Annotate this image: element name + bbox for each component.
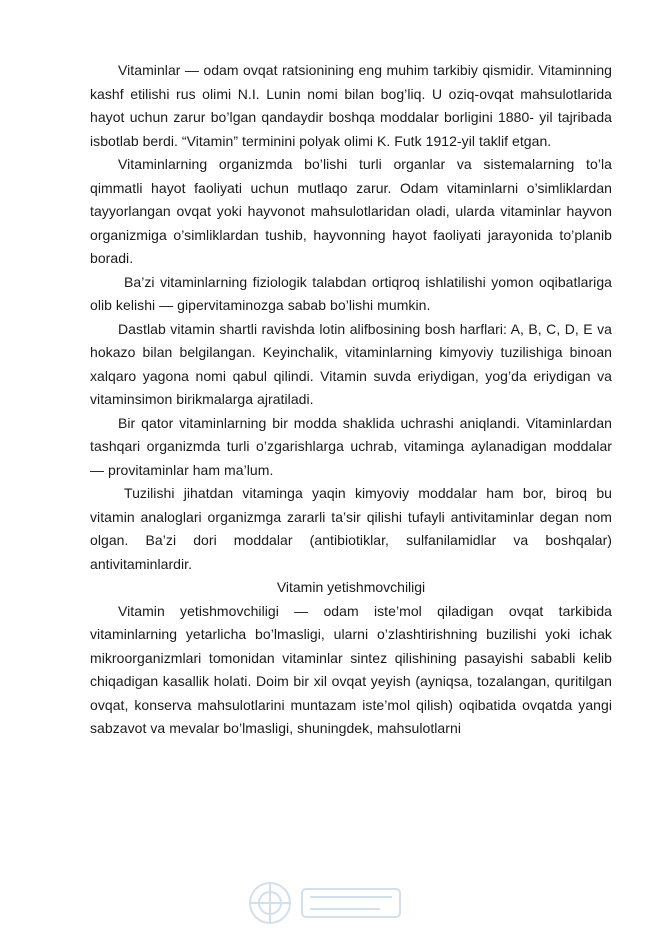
paragraph-1-text: — odam ovqat ratsionining eng muhim tarkibiy qismidir. Vitaminning kashf etilishi rus olimi N.I. Lunin nomi bilan bog’liq. U oziq-ovqat mahsulotlarida hayot uchun zarur bo’lgan qandaydir boshqa moddalar borligini 1880- yil tajribada isbotlab berdi. “Vitamin” terminini polyak olimi K. Futk 1912-yil taklif etgan. (90, 62, 612, 149)
document-body (90, 59, 612, 741)
paragraph-1 (90, 59, 612, 153)
paragraph-3: Ba’zi vitaminlarning fiziologik talabdan ortiqroq ishlatilishi yomon oqibatlariga olib kelishi — gipervitaminozga sabab bo’lishi mumkin. (90, 273, 612, 313)
paragraph-4: Dastlab vitamin shartli ravishda lotin alifbosining bosh harflari: A, B, C, D, E va hokazo bilan belgilangan. Keyinchalik, vitaminlarning kimyoviy tuzilishiga binoan xalqaro yagona nomi qabul qilindi. Vitamin suvda eriydigan, yog’da eriydigan va vitaminsimon birikmalarga ajratiladi. (90, 320, 612, 407)
lead-term: Vitaminlar (118, 62, 181, 78)
paragraph-5: Bir qator vitaminlarning bir modda shaklida uchrashi aniqlandi. Vitaminlardan tashqari organizmda turli o’zgarishlarga uchrab, vitaminga aylanadigan moddalar — provitaminlar ham ma’lum. (90, 414, 612, 478)
section-heading: Vitamin yetishmovchiligi (276, 579, 426, 595)
paragraph-6: Tuzilishi jihatdan vitaminga yaqin kimyoviy moddalar ham bor, biroq bu vitamin analoglari organizmga zararli ta’sir qilishi tufayli antivitaminlar degan nom olgan. Ba’zi dori moddalar (antibiotiklar, sulfanilamidlar va boshqalar) antivitaminlardir. (90, 485, 612, 572)
paragraph-2: Vitaminlarning organizmda bo’lishi turli organlar va sistemalarning to’la qimmatli hayot faoliyati uchun mutlaqo zarur. Odam vitaminlarni o’simliklardan tayyorlangan ovqat yoki hayvonot mahsulotlaridan oladi, ularda vitaminlar hayvon organizmiga o’simliklardan tushib, hayvonning hayot faoliyati jarayonida to’planib boradi. (90, 156, 612, 266)
section-paragraph: Vitamin yetishmovchiligi — odam iste’mol qiladigan ovqat tarkibida vitaminlarning yetarlicha bo’lmasligi, ularni o’zlashtirishning buzilishi yoki ichak mikroorganizmlari tomonidan vitaminlar sintez qilishining pasayishi sababli kelib chiqadigan kasallik holati. Doim bir xil ovqat yeyish (ayniqsa, tozalangan, quritilgan ovqat, konserva mahsulotlarini muntazam iste’mol qilish) oqibatida ovqatda yangi sabzavot va mevalar bo’lmasligi, shuningdek, mahsulotlarni (90, 602, 612, 736)
publisher-logo-watermark-icon (240, 875, 410, 931)
